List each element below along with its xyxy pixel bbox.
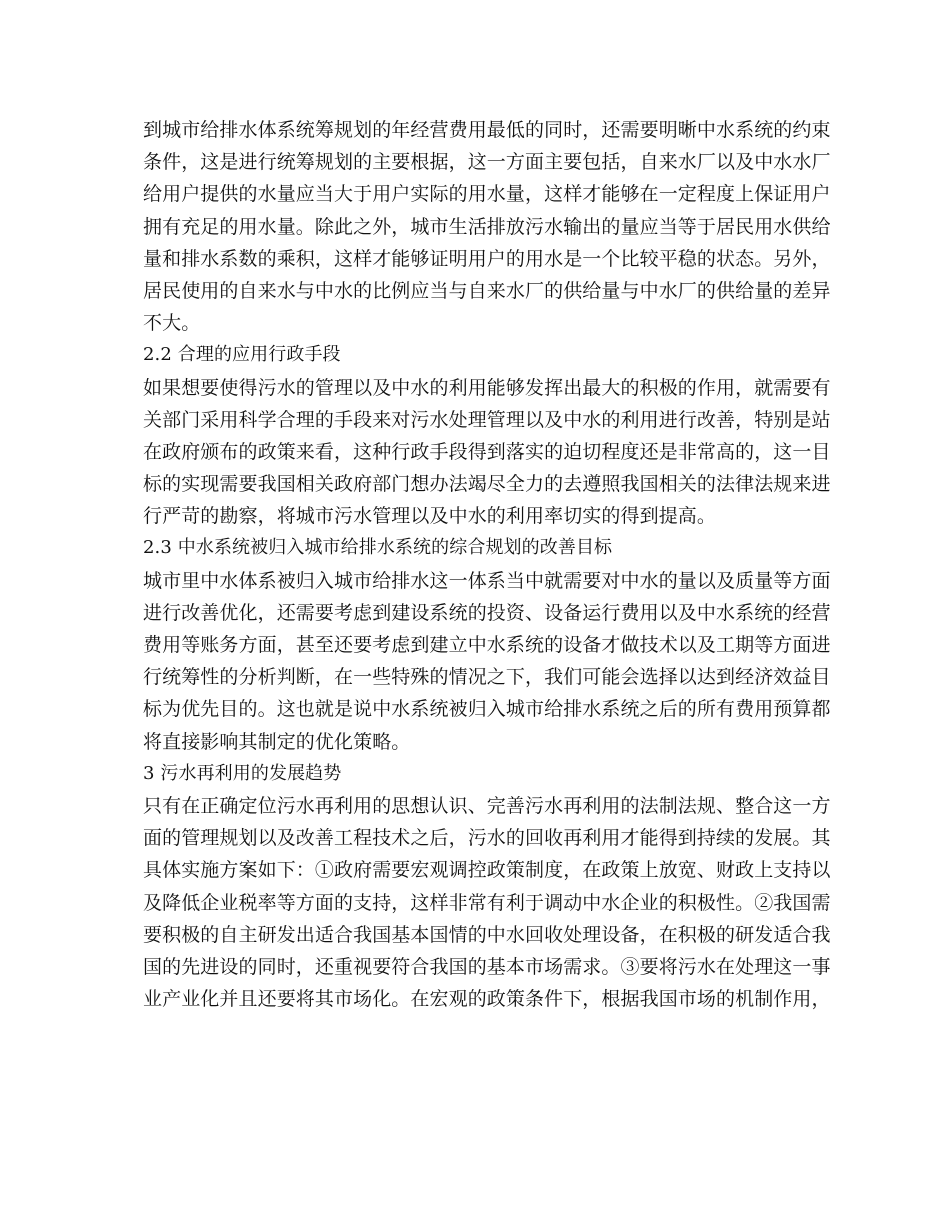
paragraph-line: 拥有充足的用水量。除此之外，城市生活排放污水输出的量应当等于居民用水供给 [143,215,831,238]
paragraph-line: 城市里中水体系被归入城市给排水这一体系当中就需要对中水的量以及质量等方面 [143,569,831,592]
paragraph-line: 条件，这是进行统筹规划的主要根据，这一方面主要包括，自来水厂以及中水水厂 [143,151,831,174]
paragraph-line: 只有在正确定位污水再利用的思想认识、完善污水再利用的法制法规、整合这一方 [143,794,831,817]
paragraph-line: 标为优先目的。这也就是说中水系统被归入城市给排水系统之后的所有费用预算都 [143,698,831,721]
section-heading-2-3: 2.3 中水系统被归入城市给排水系统的综合规划的改善目标 [143,537,613,559]
paragraph-line: 业产业化并且还要将其市场化。在宏观的政策条件下，根据我国市场的机制作用， [143,988,831,1011]
paragraph-line: 将直接影响其制定的优化策略。 [143,730,411,753]
paragraph-line: 国的先进设的同时，还重视要符合我国的基本市场需求。③要将污水在处理这一事 [143,955,831,978]
document-body [143,114,831,1015]
paragraph-line: 及降低企业税率等方面的支持，这样非常有利于调动中水企业的积极性。②我国需 [143,891,831,914]
paragraph-line: 费用等账务方面，甚至还要考虑到建立中水系统的设备才做技术以及工期等方面进 [143,634,831,656]
paragraph-line: 到城市给排水体系统筹规划的年经营费用最低的同时，还需要明晰中水系统的约束 [143,119,831,141]
paragraph-line: 标的实现需要我国相关政府部门想办法竭尽全力的去遵照我国相关的法律法规来进 [143,473,831,496]
paragraph-line: 量和排水系数的乘积，这样才能够证明用户的用水是一个比较平稳的状态。另外， [143,247,831,270]
paragraph-line: 如果想要使得污水的管理以及中水的利用能够发挥出最大的积极的作用，就需要有 [143,376,831,399]
paragraph-line: 给用户提供的水量应当大于用户实际的用水量，这样才能够在一定程度上保证用户 [143,183,831,206]
paragraph-line: 不大。 [143,312,201,335]
paragraph-line: 面的管理规划以及改善工程技术之后，污水的回收再利用才能得到持续的发展。其 [143,827,831,850]
paragraph-line: 进行改善优化，还需要考虑到建设系统的投资、设备运行费用以及中水系统的经营 [143,601,831,624]
paragraph-line: 要积极的自主研发出适合我国基本国情的中水回收处理设备，在积极的研发适合我 [143,923,831,946]
paragraph-line: 行统筹性的分析判断，在一些特殊的情况之下，我们可能会选择以达到经济效益目 [143,666,831,689]
paragraph-line: 具体实施方案如下：①政府需要宏观调控政策制度，在政策上放宽、财政上支持以 [143,859,831,882]
paragraph-line: 关部门采用科学合理的手段来对污水处理管理以及中水的利用进行改善，特别是站 [143,408,831,431]
section-heading-3: 3 污水再利用的发展趋势 [143,762,342,784]
paragraph-line: 居民使用的自来水与中水的比例应当与自来水厂的供给量与中水厂的供给量的差异 [143,279,831,302]
paragraph-line: 在政府颁布的政策来看，这种行政手段得到落实的迫切程度还是非常高的，这一目 [143,440,831,463]
paragraph-line: 行严苛的勘察，将城市污水管理以及中水的利用率切实的得到提高。 [143,505,717,528]
section-heading-2-2: 2.2 合理的应用行政手段 [143,344,341,366]
